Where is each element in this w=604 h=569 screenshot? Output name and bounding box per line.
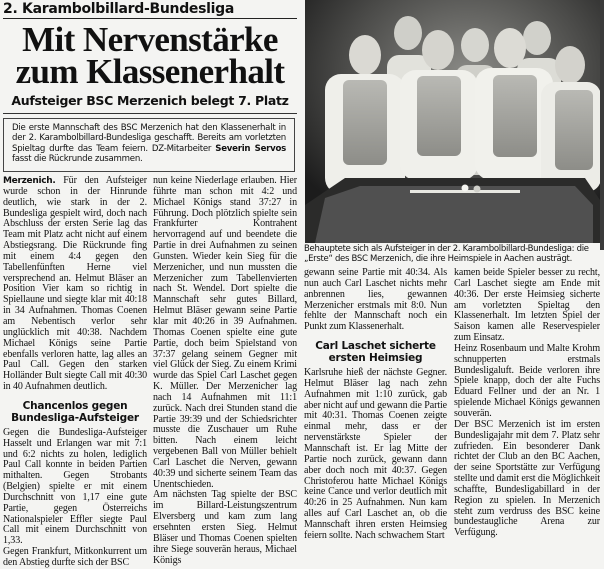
team-photo-image — [305, 0, 600, 243]
article-paragraph: Karlsruhe hieß der nächste Gegner. Helmut Bläser lag nach zehn Aufnahmen mit 1:10 zurück, gab aber nicht auf und gewann die Partie mit 40:31. Thomas Coenen zeigte einmal mehr, dass er der nervenstärkste Spieler der Mannschaft ist. Er lag Mitte der Partie noch zurück, gewann dann aber doch noch mit 40:37. Gegen Christoferou hatte Michael Königs keine Cance und verlor deutlich mit 40:26 in 25 Aufnahmen. Nun kam alles auf Carl Laschet an, ob die Mannschaft ihren ersten Heimsieg feiern sollte. Nach schwachem Start — [304, 367, 448, 541]
article-paragraph: gewann seine Partie mit 40:34. Als nun auch Carl Laschet nichts mehr anbrennen lies, gewannen Merzenicher erstmals mit 8:0. Nun fehlte der Mannschaft noch ein Punkt zum Klassenerhalt. — [304, 267, 447, 333]
article-paragraph: Am nächsten Tag spielte der BSC im Billard-Leistungszentrum Elversberg und kam zum lang ersehnten ersten Sieg. Helmut Bläser und Thomas Coenen spielten ihre Siege souverän heraus, Michael Königs — [153, 489, 297, 566]
teaser-text: Die erste Mannschaft des BSC Merzenich hat den Klassenerhalt in der 2. Karambolbillard-Bundesliga geschafft. Bereits am vorletzten Spieltag durfte das Team feiern. DZ-Mitarbeiter — [12, 123, 286, 154]
teaser-divider — [3, 113, 297, 114]
article-column-1 — [3, 176, 147, 569]
headline-line-2: zum Klassenerhalt — [15, 52, 285, 91]
subheadline: Aufsteiger BSC Merzenich belegt 7. Platz — [11, 93, 289, 108]
article-paragraph: Gegen Frankfurt, Mitkonkurrent um den Abstieg durfte sich der BSC — [3, 546, 147, 568]
paragraph-text: Für den Aufsteiger wurde schon in der Hinrunde deutlich, wie stark in der 2. Bundesliga gespielt wird, doch nach Abschluss der ersten Serie lag das Team mit Platz acht nicht auf einem Abstiegsrang. Die Rückrunde fing mit einem 4:4 gegen den Tabellenfünften Herne viel versprechend an. Helmut Bläser an Position Vier kam so richtig in Spiellaune und siegte klar mit 40:18 in 34 Aufnahmen. Thomas Coenen am Nebentisch verlor sehr unglücklich mit 40:38. Nachdem Michael Königs seine Partie ebenfalls verloren hatte, lag alles an Paul Call. Gegen den starken Holländer Bult siegte Call mit 40:30 in 40 Aufnahmen deutlich. — [3, 175, 147, 393]
article-paragraph: kamen beide Spieler besser zu recht, Carl Laschet siegte am Ende mit 40:36. Der erste Heimsieg sicherte am vorletzten Spieltag den Klassenerhalt. Im letzten Spiel der Saison kamen alle Reservespieler zum Einsatz. — [454, 267, 600, 344]
team-photo — [305, 0, 600, 243]
interheadline-2: Carl Laschet sicherte ersten Heimsieg — [315, 340, 436, 365]
headline-line-1: Mit Nervenstärke — [22, 20, 278, 59]
article-paragraph: Heinz Rosenbaum und Malte Krohm schnupperten erstmals Bundesligaluft. Beide verloren ihre Spiele knapp, doch der alte Fuchs Eduard Fellner und der an Nr. 1 spielende Michael Königs gewannen souverän. — [454, 342, 600, 419]
section-kicker: 2. Karambolbillard-Bundesliga — [3, 1, 235, 17]
photo-caption: Behauptete sich als Aufsteiger in der 2. Karambolbillard-Bundesliga: die „Erste“ des BSC Merzenich, die ihre Heimspiele in Aachen austrägt. — [304, 244, 589, 265]
teaser-author: Severin Servos — [215, 143, 287, 154]
article-paragraph: nun keine Niederlage erlauben. Hier führte man schon mit 4:2 und Michael Königs stand 37:27 in Führung. Doch plötzlich spielte sein Frankfurter Kontrahent hervorragend auf und beendete die Partie in drei Aufnahmen zu seinen Gunsten. Wieder kein Sieg für die Merzenicher, und nun mussten die Merzenicher zum Tabellenvierten nach St. Wendel. Dort spielte die Mannschaft sehr gutes Billard, Helmut Bläser gewann seine Partie klar mit 40:26 in 39 Aufnahmen. Thomas Coenen spielte eine gute Partie, doch beim Spielstand von 37:37 gelang seinem Gegner mit viel Glück der Sieg. Zu einem Krimi wurde das Spiel Carl Laschet gegen K. Müller. Der Merzenicher lag nach 14 Aufnahmen mit 11:1 zurück. Nach drei Stunden stand die Partie 39:39 und der Schiedsrichter musste die Zuschauer um Ruhe bitten. Nach einem leicht vergebenen Ball von Müller behielt Carl Laschet die Nerven, gewann 40:39 und sicherte seinem Team das Unentschieden. — [153, 175, 297, 490]
article-column-4 — [454, 268, 600, 539]
article-paragraph — [3, 176, 147, 393]
teaser-box — [3, 118, 295, 172]
billiard-ball — [462, 185, 469, 192]
kicker-divider — [3, 18, 297, 19]
article-column-3 — [304, 268, 447, 542]
page-edge — [600, 0, 604, 250]
teaser-text-end: fasst die Rückrunde zusammen. — [12, 154, 143, 165]
article-paragraph: Der BSC Merzenich ist im ersten Bundesligajahr mit dem 7. Platz sehr zufrieden. Ein besonderer Dank richtet der Club an den BC Aachen, der seine Sportstätte zur Verfügung stellte und damit erst die Möglichkeit schaffte, Bundesligabillard in der Region zu spielen. In Merzenich steht zum verdruss des BSC keine bundestaugliche Arena zur Verfügung. — [454, 418, 600, 539]
article-paragraph: Gegen die Bundesliga-Aufsteiger Hasselt und Erlangen war mit 7:1 und 6:2 nichts zu holen, lediglich Paul Call konnte in beiden Partien mithalten. Gegen Strobants (Belgien) spielte er mit einem Durchschnitt von 1,17 eine gute Partie, gegen Österreichs Nationalspieler Effler siegte Paul Call mit einem Durchschnitt von 1,33. — [3, 426, 147, 547]
dateline: Merzenich. — [3, 176, 56, 186]
headline — [3, 20, 297, 91]
interheadline-1: Chancenlos gegen Bundesliga-Aufsteiger — [11, 399, 139, 424]
article-column-2 — [153, 176, 297, 566]
